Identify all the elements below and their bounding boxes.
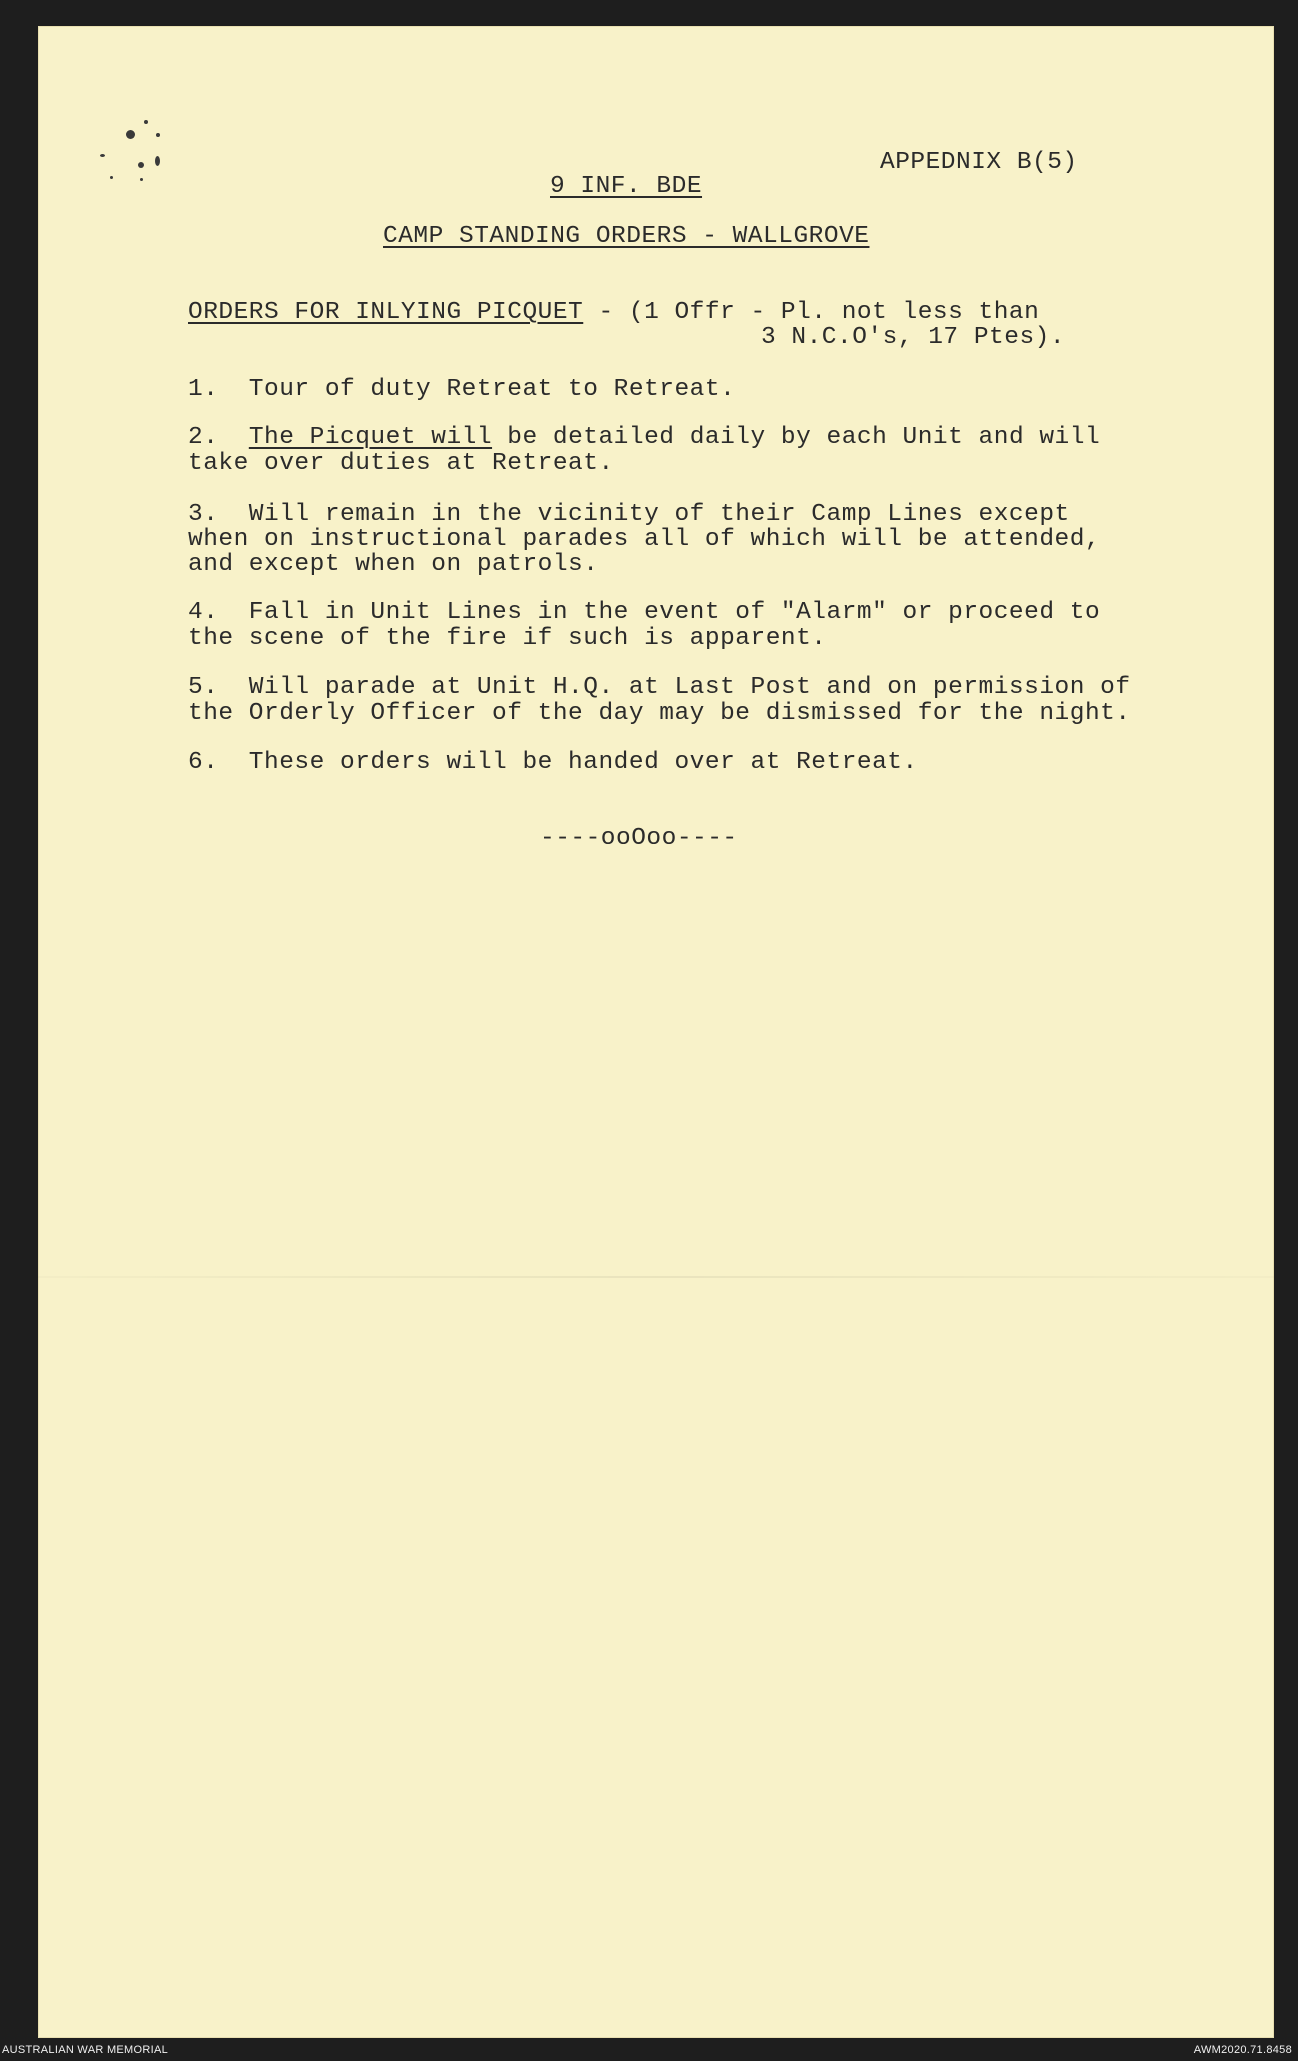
end-mark: ----ooOoo---- [540,825,738,852]
order-item-5-line1: 5. Will parade at Unit H.Q. at Last Post and on permission of [188,674,1131,701]
footer-right: AWM2020.71.8458 [1193,2044,1292,2056]
order-item-6: 6. These orders will be handed over at Retreat. [188,749,918,776]
orders-heading-detail: - (1 Offr - Pl. not less than [583,299,1040,326]
orders-heading-line1 [188,300,1039,326]
order-item-2-number: 2. [188,424,249,451]
order-item-3-line2: when on instructional parades all of which will be attended, [188,526,1101,553]
order-item-2-line1 [188,425,1100,451]
order-item-3-line3: and except when on patrols. [188,551,599,578]
order-item-4-line2: the scene of the fire if such is apparent. [188,625,827,652]
order-item-4-line1: 4. Fall in Unit Lines in the event of "Alarm" or proceed to [188,599,1101,626]
orders-heading: ORDERS FOR INLYING PICQUET [188,299,584,326]
order-item-2-line2: take over duties at Retreat. [188,450,614,477]
document-title: CAMP STANDING ORDERS - WALLGROVE [383,223,870,250]
order-item-1: 1. Tour of duty Retreat to Retreat. [188,376,736,403]
orders-heading-line2: 3 N.C.O's, 17 Ptes). [761,324,1066,351]
punch-marks [76,90,196,200]
unit-heading: 9 INF. BDE [550,173,703,200]
document-page [38,26,1274,2038]
order-item-2-rest: be detailed daily by each Unit and will [492,424,1101,451]
order-item-2-underlined: The Picquet will [248,424,493,451]
page-fold [38,1276,1274,1278]
appendix-label: APPEDNIX B(5) [880,149,1078,176]
order-item-5-line2: the Orderly Officer of the day may be dismissed for the night. [188,700,1131,727]
order-item-3-line1: 3. Will remain in the vicinity of their Camp Lines except [188,501,1070,528]
footer-left: AUSTRALIAN WAR MEMORIAL [2,2044,169,2056]
